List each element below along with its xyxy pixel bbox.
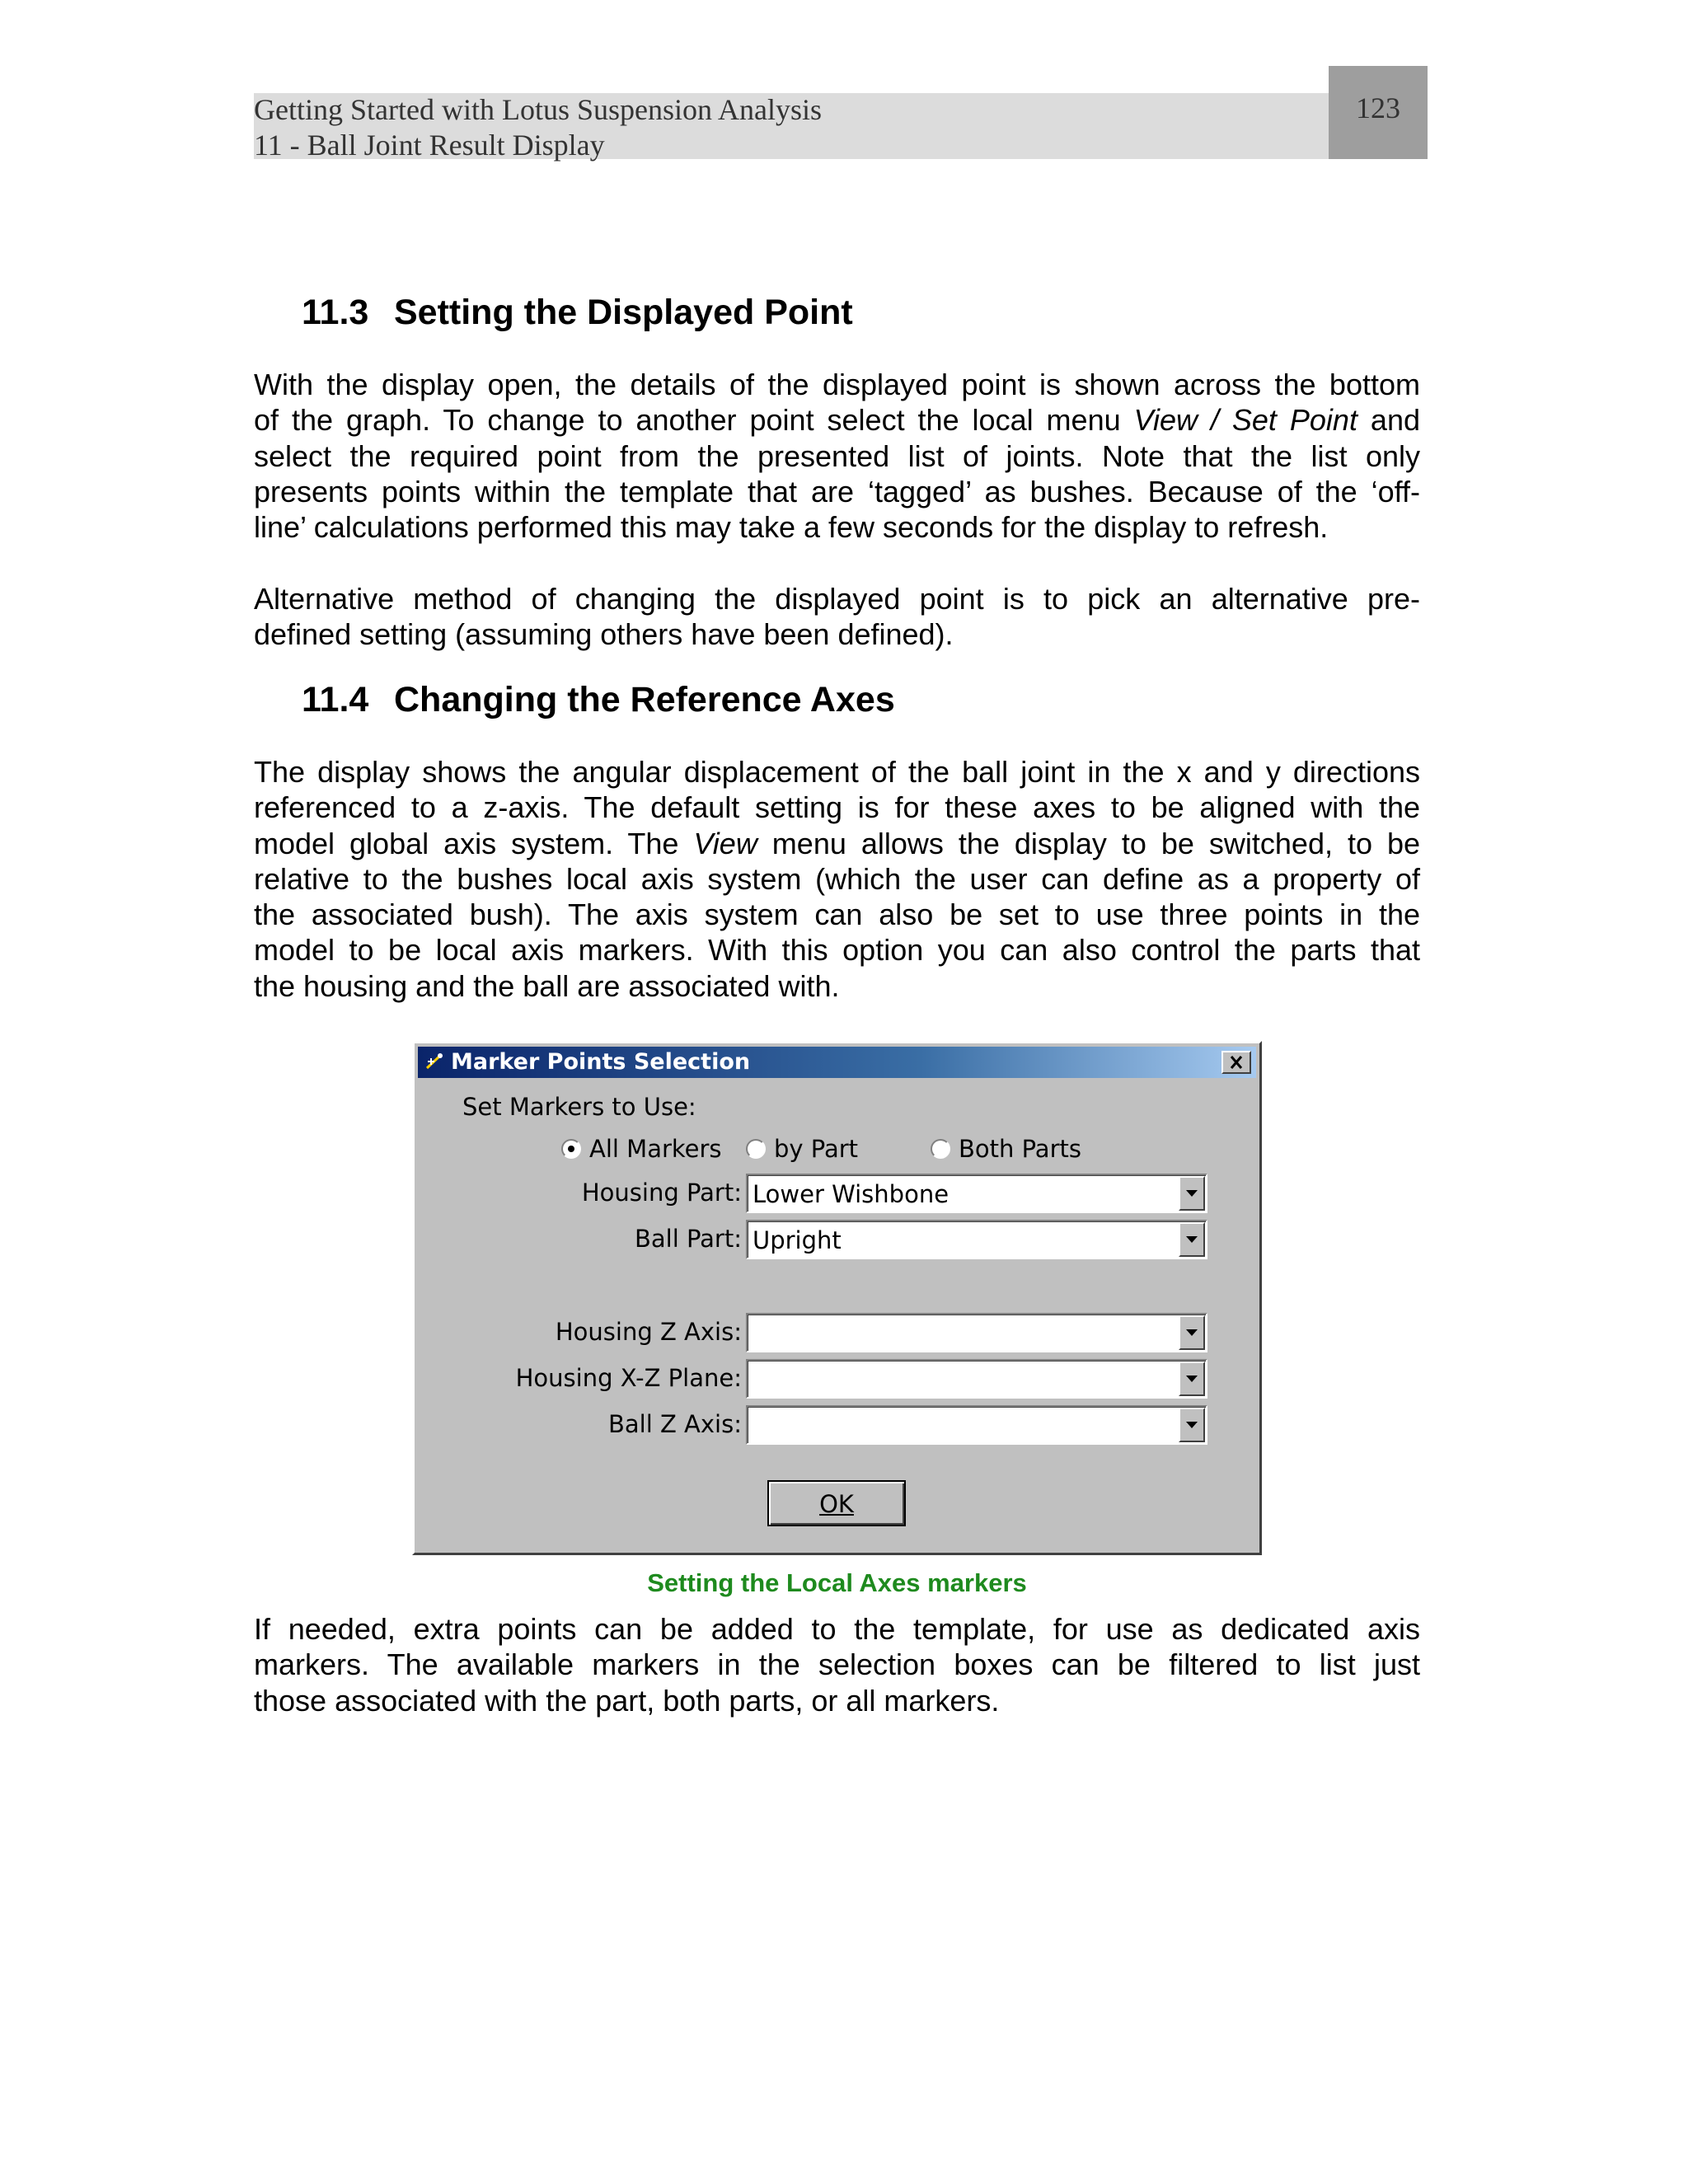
chevron-down-icon <box>1186 1422 1198 1428</box>
set-markers-label: Set Markers to Use: <box>462 1093 696 1121</box>
ball-part-select[interactable] <box>746 1220 1207 1259</box>
text-line: model global axis system. The View menu allows the display to be switched, to be <box>254 826 1420 860</box>
page-number-box <box>1329 66 1428 159</box>
ball-z-axis-select[interactable] <box>746 1405 1207 1445</box>
text-line: Alternative method of changing the displayed point is to pick an alternative pre- <box>254 582 1420 616</box>
dialog-titlebar <box>418 1047 1256 1078</box>
radio-button[interactable] <box>746 1139 766 1159</box>
ok-button[interactable] <box>767 1480 906 1526</box>
page-number: 123 <box>1356 91 1400 124</box>
text-line: line’ calculations performed this may take a few seconds for the display to refresh. <box>254 510 1329 545</box>
paragraph-reference-axes <box>254 754 1420 1004</box>
text-line: defined setting (assuming others have been defined). <box>254 617 954 652</box>
chevron-down-icon <box>1186 1190 1198 1197</box>
radio-button[interactable] <box>931 1139 950 1159</box>
housing-part-label: Housing Part: <box>581 1179 742 1207</box>
menu-reference: View / Set Point <box>1133 403 1357 438</box>
text-line: If needed, extra points can be added to the template, for use as dedicated axis <box>254 1612 1420 1646</box>
menu-reference: View <box>693 826 757 860</box>
radio-label[interactable]: by Part <box>774 1135 859 1163</box>
section-title: Changing the Reference Axes <box>394 680 895 719</box>
ball-part-value: Upright <box>753 1226 842 1254</box>
text-line: presents points within the template that are ‘tagged’ as bushes. Because of the ‘off- <box>254 474 1420 509</box>
chevron-down-icon <box>1186 1376 1198 1382</box>
radio-button[interactable] <box>561 1139 581 1159</box>
dropdown-button[interactable] <box>1179 1315 1205 1350</box>
chevron-down-icon <box>1186 1236 1198 1243</box>
housing-part-value: Lower Wishbone <box>753 1180 950 1208</box>
dropdown-button[interactable] <box>1179 1222 1205 1257</box>
ok-label[interactable]: OK <box>819 1490 854 1518</box>
dropdown-button[interactable] <box>1179 1176 1205 1211</box>
chevron-down-icon <box>1186 1329 1198 1336</box>
text-line: With the display open, the details of the displayed point is shown across the bottom <box>254 368 1420 401</box>
section-number: 11.4 <box>302 680 369 719</box>
header-chapter: 11 - Ball Joint Result Display <box>254 129 605 162</box>
text-line: select the required point from the presented list of joints. Note that the list only <box>254 438 1420 473</box>
radio-label[interactable]: All Markers <box>589 1135 722 1163</box>
text-line: the associated bush). The axis system can also be set to use three points in the <box>254 898 1420 932</box>
housing-xz-plane-label: Housing X-Z Plane: <box>515 1364 742 1392</box>
marker-points-dialog <box>412 1041 1262 1555</box>
close-button[interactable] <box>1221 1051 1251 1074</box>
radio-selected-dot <box>568 1146 574 1152</box>
app-icon <box>424 1052 444 1071</box>
text-line: model to be local axis markers. With this option you can also control the parts that <box>254 933 1420 968</box>
text-line: relative to the bushes local axis system (which the user can define as a property of <box>254 861 1420 896</box>
close-icon <box>1223 1052 1250 1072</box>
text-line: The display shows the angular displacement of the ball joint in the x and y directions <box>254 755 1420 789</box>
paragraph-extra-points <box>254 1611 1420 1718</box>
section-heading-11-3 <box>302 293 853 333</box>
header-title: Getting Started with Lotus Suspension Analysis <box>254 93 822 126</box>
section-number: 11.3 <box>302 293 369 332</box>
text-line: referenced to a z-axis. The default setting is for these axes to be aligned with the <box>254 790 1420 825</box>
housing-z-axis-select[interactable] <box>746 1313 1207 1352</box>
text-line: markers. The available markers in the selection boxes can be filtered to list just <box>254 1647 1420 1682</box>
text-line: those associated with the part, both parts, or all markers. <box>254 1683 1000 1718</box>
section-title: Setting the Displayed Point <box>394 293 853 332</box>
section-heading-11-4 <box>302 680 895 720</box>
housing-part-select[interactable] <box>746 1174 1207 1213</box>
dropdown-button[interactable] <box>1179 1361 1205 1396</box>
paragraph-alternative-method <box>254 581 1420 653</box>
housing-z-axis-label: Housing Z Axis: <box>555 1318 742 1346</box>
dropdown-button[interactable] <box>1179 1408 1205 1442</box>
housing-xz-plane-select[interactable] <box>746 1359 1207 1399</box>
dialog-title: Marker Points Selection <box>451 1049 751 1075</box>
ball-part-label: Ball Part: <box>634 1225 742 1253</box>
text-line: of the graph. To change to another point select the local menu View / Set Point and <box>254 403 1420 438</box>
radio-label[interactable]: Both Parts <box>959 1135 1081 1163</box>
text-line: the housing and the ball are associated with. <box>254 968 840 1003</box>
ball-z-axis-label: Ball Z Axis: <box>607 1410 742 1438</box>
paragraph-displayed-point <box>254 367 1420 545</box>
figure-caption: Setting the Local Axes markers <box>647 1568 1027 1597</box>
